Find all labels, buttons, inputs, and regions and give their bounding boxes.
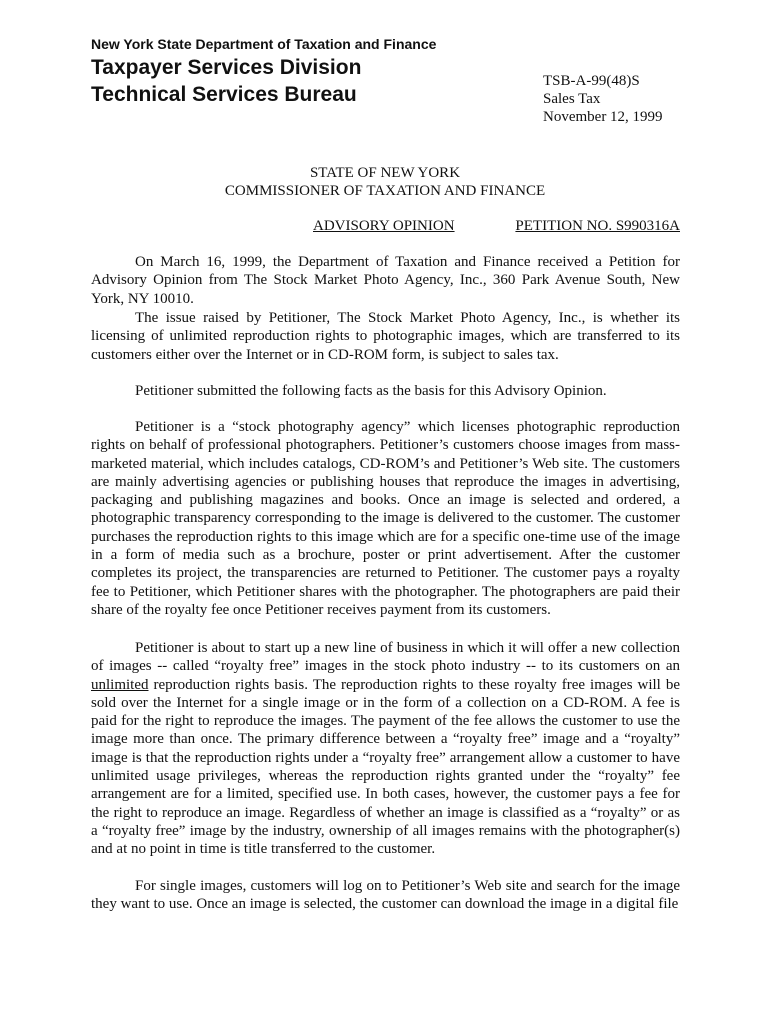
state-heading: STATE OF NEW YORK <box>309 165 461 181</box>
commissioner-heading: COMMISSIONER OF TAXATION AND FINANCE <box>224 183 546 199</box>
paragraph-5 <box>91 639 680 859</box>
bureau-title: Technical Services Bureau <box>91 83 357 106</box>
paragraph-3: Petitioner submitted the following facts as the basis for this Advisory Opinion. <box>135 383 607 399</box>
division-title: Taxpayer Services Division <box>91 56 362 79</box>
advisory-opinion-label: ADVISORY OPINION <box>313 218 455 234</box>
department-name: New York State Department of Taxation and Finance <box>91 36 437 52</box>
paragraph-4: Petitioner is a “stock photography agency” which licenses photographic reproduction rights on behalf of professional photographers. Petitioner’s customers choose images from mass-marketed material, which includes catalogs, CD-ROM’s and Petitioner’s Web site. The customers are mainly advertising agencies or publishing houses that reproduce the images in advertising, packaging and publishing magazines and books. Once an image is selected and ordered, a photographic transparency corresponding to the image is delivered to the customer. The customer purchases the reproduction rights to this image which are for a specific one-time use of the image in a form of media such as a brochure, poster or print advertisement. After the customer completes its project, the transparencies are returned to Petitioner. The customer pays a royalty fee to Petitioner, which Petitioner shares with the photographer. The photographers are paid their share of the royalty fee once Petitioner receives payment from its customers. <box>91 419 680 618</box>
paragraph-5-text-b: reproduction rights basis. The reproduction rights to these royalty free images will be sold over the Internet for a single image or in the form of a collection on a CD-ROM. A fee is paid for the right to reproduce the images. The payment of the fee allows the customer to use the image more than once. The primary difference between a “royalty free” image and a “royalty” image is that the reproduction rights under a “royalty free” arrangement allow a customer to have unlimited usage privileges, whereas the reproduction rights granted under the “royalty” fee arrangement are for a limited, specified use. In both cases, however, the customer pays a fee for the right to reproduce an image. Regardless of whether an image is classified as a “royalty” or as a “royalty free” image by the industry, ownership of all images remains with the photographer(s) and at no point in time is title transferred to the customer. <box>91 676 680 858</box>
petition-number: PETITION NO. S990316A <box>515 218 680 234</box>
tax-type: Sales Tax <box>543 91 601 107</box>
document-date: November 12, 1999 <box>543 109 663 125</box>
unlimited-emphasis: unlimited <box>91 676 149 693</box>
document-meta <box>543 72 663 126</box>
paragraph-5-text-a: Petitioner is about to start up a new line of business in which it will offer a new collection of images -- called “royalty free” images in the stock photo industry -- to its customers on an <box>91 640 680 675</box>
tsb-number: TSB-A-99(48)S <box>543 73 640 89</box>
paragraph-2: The issue raised by Petitioner, The Stock Market Photo Agency, Inc., is whether its licensing of unlimited reproduction rights to photographic images, which are transferred to its customers either over the Internet or in CD-ROM form, is subject to sales tax. <box>91 310 680 363</box>
paragraph-1: On March 16, 1999, the Department of Taxation and Finance received a Petition for Advisory Opinion from The Stock Market Photo Agency, Inc., 360 Park Avenue South, New York, NY 10010. <box>91 254 680 307</box>
paragraph-6: For single images, customers will log on to Petitioner’s Web site and search for the image they want to use. Once an image is selected, the customer can download the image in a digital file <box>91 878 680 913</box>
